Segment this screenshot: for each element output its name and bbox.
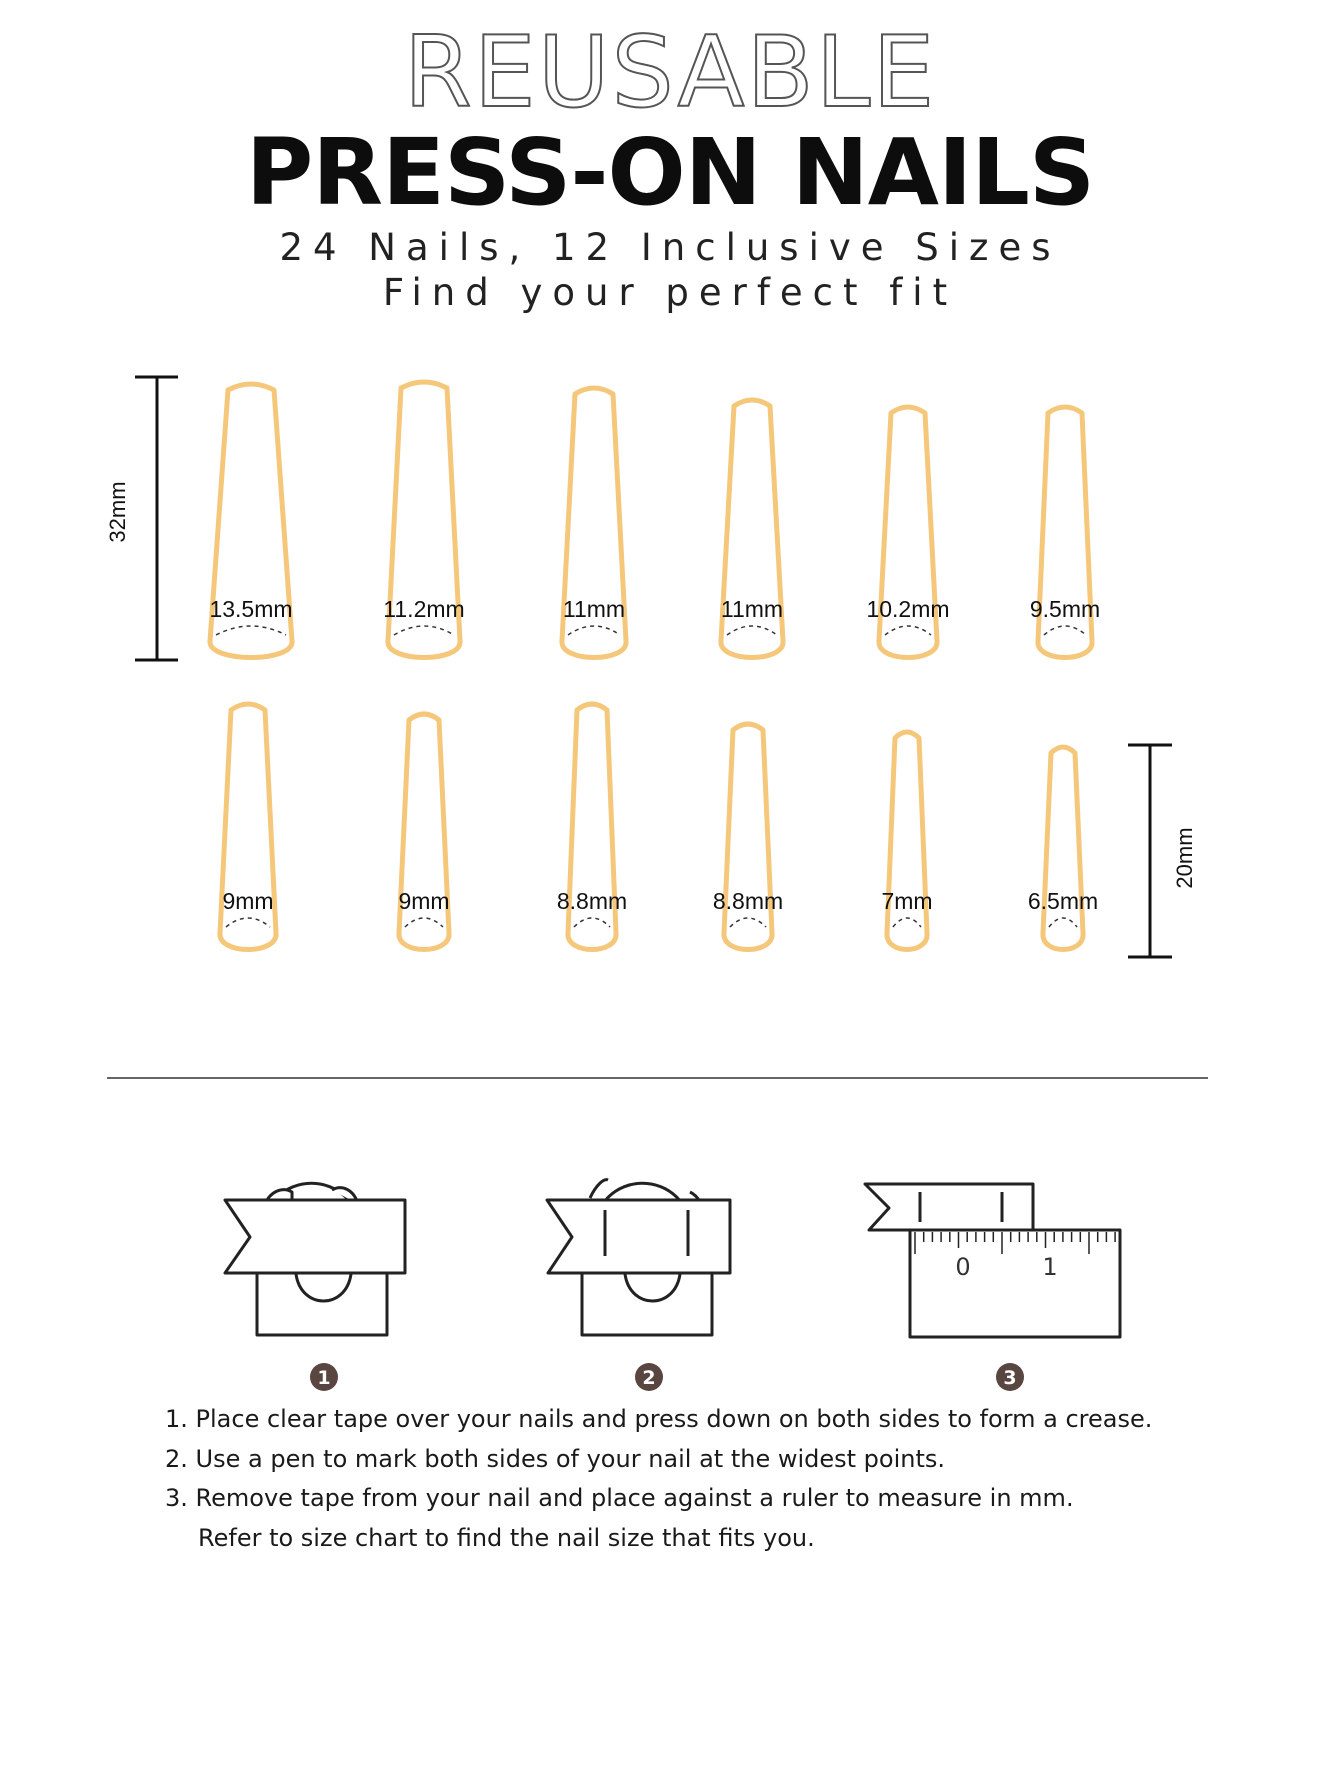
- nail-size-label: 10.2mm: [866, 596, 950, 622]
- subtitle-nail-count: 24 Nails, 12 Inclusive Sizes: [279, 226, 1061, 269]
- nail-row-2: [220, 704, 1098, 950]
- length-bracket-32mm: [135, 377, 178, 660]
- instruction-step-2: 2. Use a pen to mark both sides of your nail at the widest points.: [165, 1444, 946, 1473]
- nail-width-dash: [226, 918, 270, 927]
- nail-outline: [887, 732, 927, 950]
- nail-width-dash: [568, 626, 620, 635]
- step-marker-2: [635, 1363, 663, 1391]
- title-reusable: REUSABLE: [403, 16, 937, 130]
- nail-size-label: 11mm: [720, 596, 784, 622]
- instruction-step-3: 3. Remove tape from your nail and place against a ruler to measure in mm.: [165, 1484, 1074, 1512]
- nail-width-dash: [727, 626, 777, 635]
- svg-text:2: 2: [642, 1367, 656, 1389]
- nail-outline: [1043, 747, 1083, 950]
- ruler-label-0: 0: [955, 1253, 971, 1281]
- length-label-20mm: 20mm: [1172, 827, 1197, 889]
- nail-outline: [724, 724, 772, 950]
- nail-size-label: 9.5mm: [1029, 596, 1101, 622]
- title-press-on-nails: PRESS-ON NAILS: [245, 119, 1095, 226]
- nail-width-dash: [405, 918, 443, 927]
- svg-text:3: 3: [1003, 1367, 1017, 1389]
- step-3-illustration: [865, 1184, 1120, 1337]
- length-bracket-20mm: [1128, 745, 1172, 957]
- nail-width-dash: [574, 918, 610, 927]
- nail-size-label: 7mm: [881, 888, 933, 914]
- nail-size-label: 11mm: [562, 596, 626, 622]
- svg-text:1: 1: [317, 1367, 331, 1389]
- instruction-step-3-note: Refer to size chart to find the nail size that fits you.: [198, 1523, 815, 1552]
- nail-width-dash: [1044, 626, 1086, 635]
- nail-size-label: 11.2mm: [383, 596, 465, 622]
- nail-size-label: 8.8mm: [556, 888, 628, 914]
- step-marker-3: [996, 1363, 1024, 1391]
- nail-width-dash: [1049, 918, 1077, 927]
- nail-size-label: 8.8mm: [712, 888, 784, 914]
- nail-size-label: 9mm: [398, 888, 450, 914]
- nail-width-dash: [885, 626, 931, 635]
- subtitle-fit: Find your perfect fit: [382, 271, 958, 314]
- nail-size-label: 9mm: [222, 888, 274, 914]
- length-label-32mm: 32mm: [105, 481, 130, 543]
- nail-width-dash: [216, 626, 286, 635]
- nail-size-label: 6.5mm: [1027, 888, 1099, 914]
- nail-width-dash: [730, 918, 766, 927]
- step-1-illustration: [225, 1183, 405, 1335]
- nail-row-1: [209, 382, 1100, 658]
- nail-width-dash: [893, 918, 921, 927]
- step-marker-1: [310, 1363, 338, 1391]
- nail-width-dash: [394, 626, 454, 635]
- nail-outline: [399, 714, 449, 950]
- nail-size-label: 13.5mm: [209, 596, 293, 622]
- instruction-step-1: 1. Place clear tape over your nails and press down on both sides to form a crease.: [165, 1405, 1153, 1433]
- ruler-label-1: 1: [1042, 1253, 1058, 1281]
- step-2-illustration: [547, 1180, 730, 1335]
- instructions: [165, 1400, 1325, 1558]
